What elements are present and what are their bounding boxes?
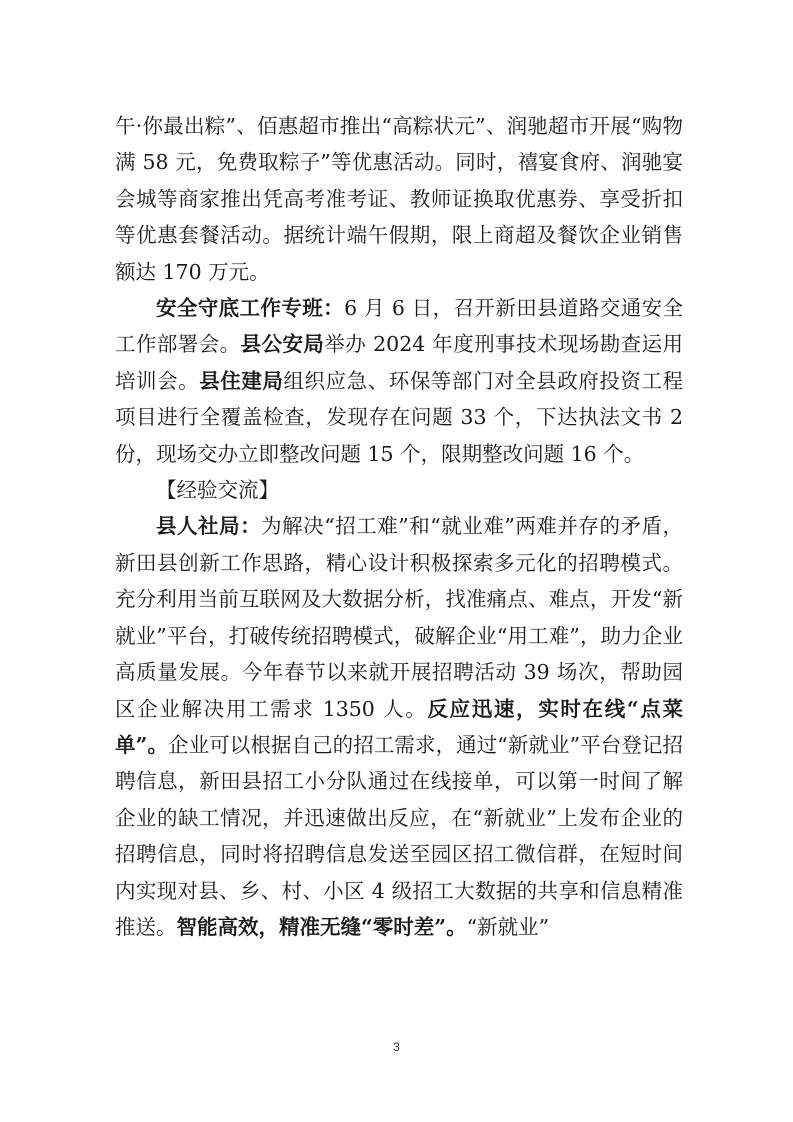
highlight-phrase: 反应迅速，实时在线“点菜单”。: [115, 696, 683, 757]
section-title-text: 【经验交流】: [156, 478, 279, 503]
paragraph-heading: 县人社局：: [156, 514, 262, 539]
paragraph-text: 企业可以根据自己的招工需求，通过“新就业”平台登记招聘信息，新田县招工小分队通过在线接单，可以第一时间了解企业的缺工情况，并迅速做出反应，在“新就业”上发布企业的招聘信息，同时将招聘信息发送至园区招工微信群，在短时间内实现对县、乡、村、小区 4 级招工大数据的共享和信息精准推送。: [115, 732, 683, 939]
paragraph-text: 组织应急、环保等部门对全县政府投资工程项目进行全覆盖检查，发现存在问题 33 个，下达执法文书 2 份，现场交办立即整改问题 15 个，限期整改问题 16 个。: [115, 368, 684, 466]
highlight-phrase: 智能高效，精准无缝“零时差”。: [176, 914, 467, 939]
section-title: [115, 472, 683, 508]
agency-name-housing: 县住建局: [199, 368, 284, 393]
paragraph-heading: 安全守底工作专班：: [156, 296, 345, 321]
agency-name-public-security: 县公安局: [240, 332, 325, 357]
paragraph-text: 6 月 6 日，召开新田县道路交通安全工作部署会。: [115, 296, 684, 357]
paragraph-dragon-boat-sales: [115, 108, 683, 290]
paragraph-text: “新就业”: [466, 914, 550, 939]
paragraph-text: 举办 2024 年度刑事技术现场勘查运用培训会。: [115, 332, 684, 393]
paragraph-text: 午·你最出粽”、佰惠超市推出“高粽状元”、润驰超市开展“购物满 58 元，免费取粽子”等优惠活动。同时，禧宴食府、润驰宴会城等商家推出凭高考准考证、教师证换取优惠券、享受折扣等优惠套餐活动。据统计端午假期，限上商超及餐饮企业销售额达 170 万元。: [115, 114, 683, 284]
page-number: 3: [393, 1040, 400, 1054]
paragraph-safety-task-force: [115, 290, 683, 472]
paragraph-hr-bureau: [115, 508, 683, 945]
paragraph-text: 为解决“招工难”和“就业难”两难并存的矛盾，新田县创新工作思路，精心设计积极探索多元化的招聘模式。充分利用当前互联网及大数据分析，找准痛点、难点，开发“新就业”平台，打破传统招聘模式，破解企业“用工难”，助力企业高质量发展。今年春节以来就开展招聘活动 39 场次，帮助园区企业解决用工需求 1350 人。: [115, 514, 684, 721]
document-body: [115, 108, 683, 945]
